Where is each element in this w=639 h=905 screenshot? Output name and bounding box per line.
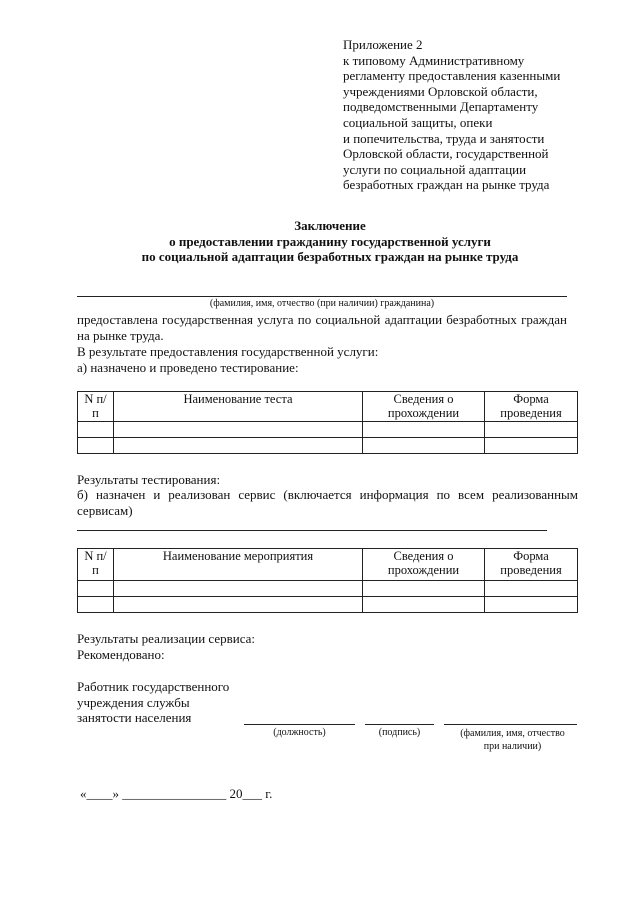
services-fill-line[interactable] bbox=[77, 530, 547, 531]
appendix-line: подведомственными Департаменту bbox=[343, 99, 539, 115]
recommended-label: Рекомендовано: bbox=[77, 647, 165, 662]
appendix-line: регламенту предоставления казенными bbox=[343, 68, 561, 84]
appendix-line: безработных граждан на рынке труда bbox=[343, 177, 550, 193]
table-header-row bbox=[78, 392, 578, 422]
appendix-line: социальной защиты, опеки bbox=[343, 114, 493, 130]
sign-caption: (подпись) bbox=[378, 727, 421, 738]
title-line-2: о предоставлении гражданину государственной услуги bbox=[169, 233, 491, 249]
appendix-line: Орловской области, государственной bbox=[343, 146, 549, 162]
position-caption: (должность) bbox=[273, 727, 326, 738]
test-results-label: Результаты тестирования: bbox=[77, 472, 221, 487]
table-header-row bbox=[78, 549, 578, 581]
col-completion-header: Сведения о прохождении bbox=[363, 549, 485, 581]
services-table bbox=[77, 548, 578, 613]
name-caption-line: (фамилия, имя, отчество bbox=[460, 728, 565, 739]
service-results-label: Результаты реализации сервиса: bbox=[77, 631, 256, 646]
date-line[interactable]: «____» ________________ 20___ г. bbox=[80, 786, 273, 801]
title-line-1: Заключение bbox=[294, 218, 366, 233]
name-caption bbox=[440, 727, 585, 753]
appendix-line: услуги по социальной адаптации bbox=[343, 161, 527, 177]
col-number-header: N п/п bbox=[78, 549, 114, 581]
sign-line[interactable] bbox=[365, 724, 434, 725]
table-row[interactable] bbox=[78, 581, 578, 597]
name-caption-line: при наличии) bbox=[483, 741, 542, 752]
worker-line: учреждения службы bbox=[77, 694, 190, 710]
title-line-3: по социальной адаптации безработных граждан на рынке труда bbox=[141, 249, 519, 264]
col-event-name-header: Наименование мероприятия bbox=[114, 549, 363, 581]
col-number-header: N п/п bbox=[78, 392, 114, 422]
intro-paragraph: предоставлена государственная услуга по социальной адаптации безработных граждан на рынке труда. bbox=[77, 312, 567, 343]
col-test-name-header: Наименование теста bbox=[114, 392, 363, 422]
col-form-header: Форма проведения bbox=[485, 549, 578, 581]
citizen-name-caption: (фамилия, имя, отчество (при наличии) гражданина) bbox=[209, 298, 435, 309]
col-completion-header: Сведения о прохождении bbox=[363, 392, 485, 422]
worker-label bbox=[77, 679, 229, 726]
document-title bbox=[60, 218, 600, 265]
result-line: В результате предоставления государственной услуги: bbox=[77, 344, 379, 359]
worker-line: Работник государственного bbox=[77, 679, 230, 694]
col-form-header: Форма проведения bbox=[485, 392, 578, 422]
item-a-label: а) назначено и проведено тестирование: bbox=[77, 360, 299, 375]
appendix-line: к типовому Административному bbox=[343, 52, 525, 68]
table-row[interactable] bbox=[78, 438, 578, 454]
appendix-header bbox=[343, 37, 560, 193]
name-line[interactable] bbox=[444, 724, 577, 725]
item-b-label: б) назначен и реализован сервис (включается информация по всем реализованным сервисам) bbox=[77, 487, 578, 518]
appendix-line: учреждениями Орловской области, bbox=[343, 83, 538, 99]
appendix-line: и попечительства, труда и занятости bbox=[343, 130, 545, 146]
citizen-name-line[interactable] bbox=[77, 296, 567, 297]
tests-table bbox=[77, 391, 578, 454]
appendix-line: Приложение 2 bbox=[343, 37, 423, 52]
worker-line: занятости населения bbox=[77, 710, 192, 725]
table-row[interactable] bbox=[78, 422, 578, 438]
position-line[interactable] bbox=[244, 724, 355, 725]
table-row[interactable] bbox=[78, 597, 578, 613]
